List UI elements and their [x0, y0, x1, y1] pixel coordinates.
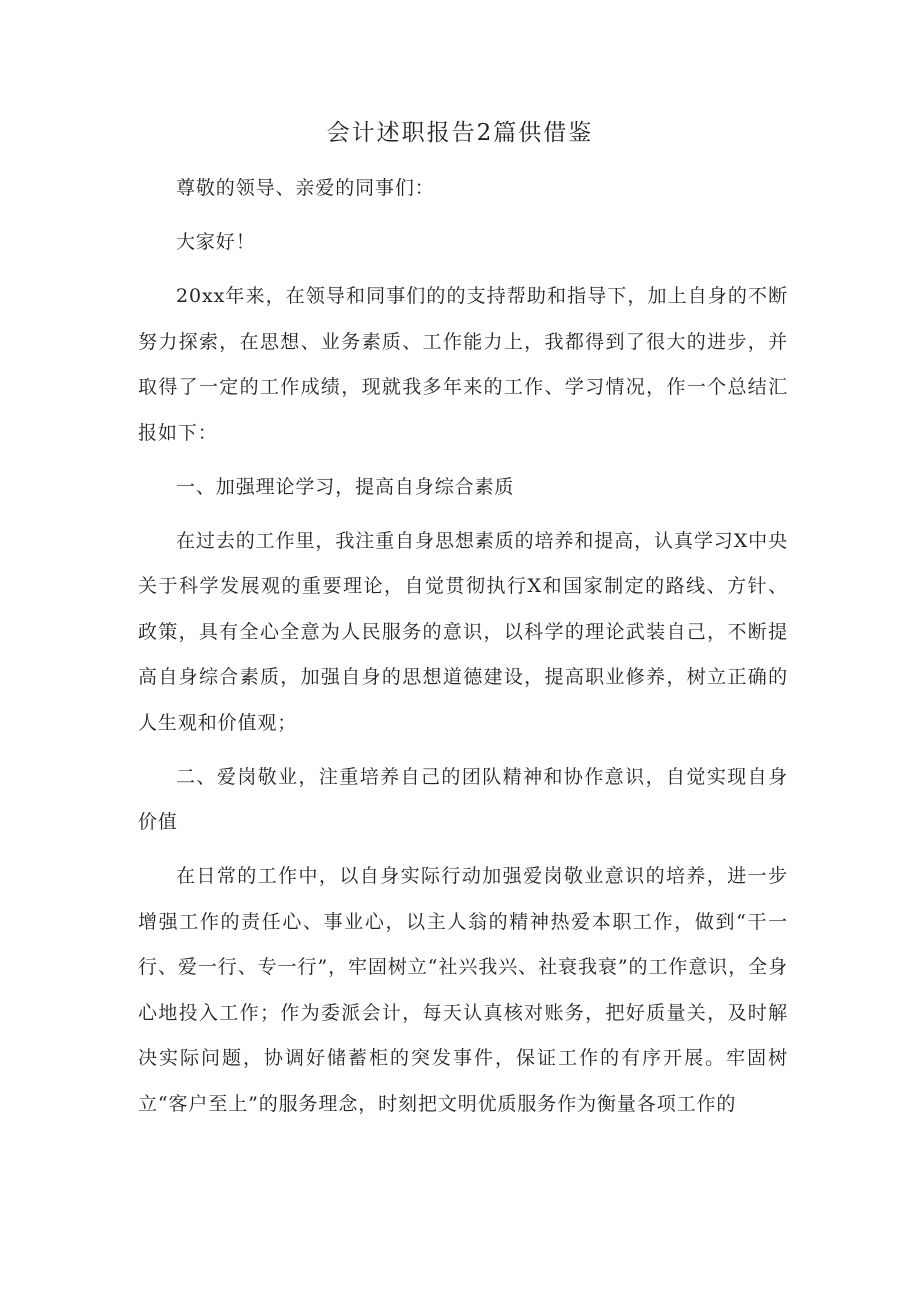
intro-paragraph: 20xx年来，在领导和同事们的的支持帮助和指导下，加上自身的不断努力探索，在思想、业务素质、工作能力上，我都得到了很大的进步，并取得了一定的工作成绩，现就我多年来的工作、学习情况，作一个总结汇报如下：	[138, 285, 788, 444]
section-heading-2: 二、爱岗敬业，注重培养自己的团队精神和协作意识，自觉实现自身价值	[138, 765, 788, 833]
section-2-paragraph: 在日常的工作中，以自身实际行动加强爱岗敬业意识的培养，进一步增强工作的责任心、事业心，以主人翁的精神热爱本职工作，做到“干一行、爱一行、专一行”，牢固树立“社兴我兴、社衰我衰”的工作意识，全身心地投入工作；作为委派会计，每天认真核对账务，把好质量关，及时解决实际问题，协调好储蓄柜的突发事件，保证工作的有序开展。牢固树立“客户至上”的服务理念，时刻把文明优质服务作为衡量各项工作的	[138, 865, 788, 1115]
salutation-paragraph: 尊敬的领导、亲爱的同事们：	[176, 177, 435, 199]
document-title: 会计述职报告2篇供借鉴	[326, 120, 594, 146]
document-body	[138, 166, 788, 1136]
greeting-paragraph: 大家好！	[176, 231, 256, 253]
section-1-paragraph: 在过去的工作里，我注重自身思想素质的培养和提高，认真学习X中央关于科学发展观的重要理论，自觉贯彻执行X和国家制定的路线、方针、政策，具有全心全意为人民服务的意识，以科学的理论武装自己，不断提高自身综合素质，加强自身的思想道德建设，提高职业修养，树立正确的人生观和价值观；	[138, 529, 788, 734]
section-heading-1: 一、加强理论学习，提高自身综合素质	[176, 475, 515, 498]
